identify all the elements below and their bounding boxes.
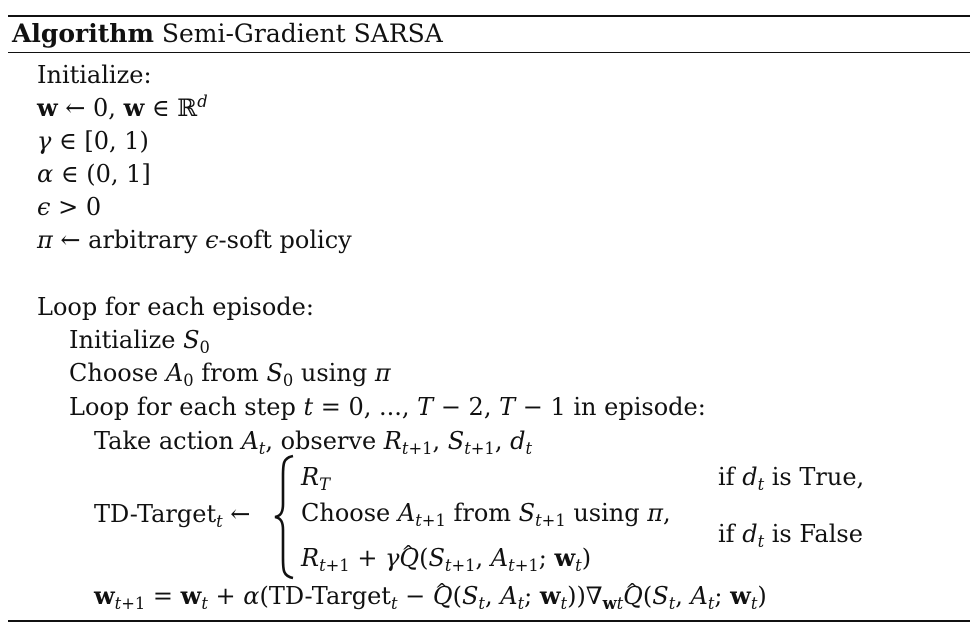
case2-cond: if $d_t$ is False — [718, 520, 863, 552]
init-epsilon: ϵ > 0 — [37, 193, 102, 221]
initialize-s0: Initialize $S_0$ — [69, 326, 210, 358]
weight-update: $w_{t+1} = w_t$ + α(TD-Target$_t$ − ^ $Q(S_t$, $A_t$; $w_t))\nabla_{wt}\^{}$ $Q(S_t$, $A_t$; $w_t$) — [94, 580, 767, 612]
choose-a0: Choose $A_0$ from $S_0$ using π — [69, 359, 391, 391]
init-policy: π ← arbitrary ϵ-soft policy — [37, 226, 352, 254]
td-target-lhs: TD-Target$_t$ ← — [94, 500, 251, 532]
step-loop: Loop for each step t = 0, ..., T − 2, T − 1 in episode: — [69, 393, 706, 421]
episode-loop: Loop for each episode: — [37, 293, 314, 321]
algorithm-name: Semi-Gradient SARSA — [161, 19, 443, 48]
take-action: Take action $A_t$, observe $R_{t+1}$, $S_{t+1}$, $d_t$ — [94, 427, 533, 459]
case1-cond: if $d_t$ is True, — [718, 463, 865, 495]
algorithm-label: Algorithm — [12, 19, 154, 48]
case3-expr: $R_{t+1}$ + γ^ $Q(S_{t+1}$, $A_{t+1}$; $w_t$) — [301, 542, 591, 574]
case2-expr: Choose $A_{t+1}$ from $S_{t+1}$ using π, — [301, 499, 671, 531]
bottom-rule — [8, 620, 970, 622]
w-dimension: d — [197, 92, 208, 112]
init-w: w ← 0, w ∈ ℝ$^d$ — [37, 92, 208, 122]
init-header: Initialize: — [37, 61, 152, 89]
title-rule — [8, 52, 970, 53]
algorithm-title — [12, 17, 443, 51]
cases-brace — [273, 454, 297, 580]
case1-expr: $R_T$ — [301, 463, 330, 495]
init-gamma: γ ∈ [0, 1) — [37, 127, 149, 155]
init-alpha: α ∈ (0, 1] — [37, 160, 151, 188]
